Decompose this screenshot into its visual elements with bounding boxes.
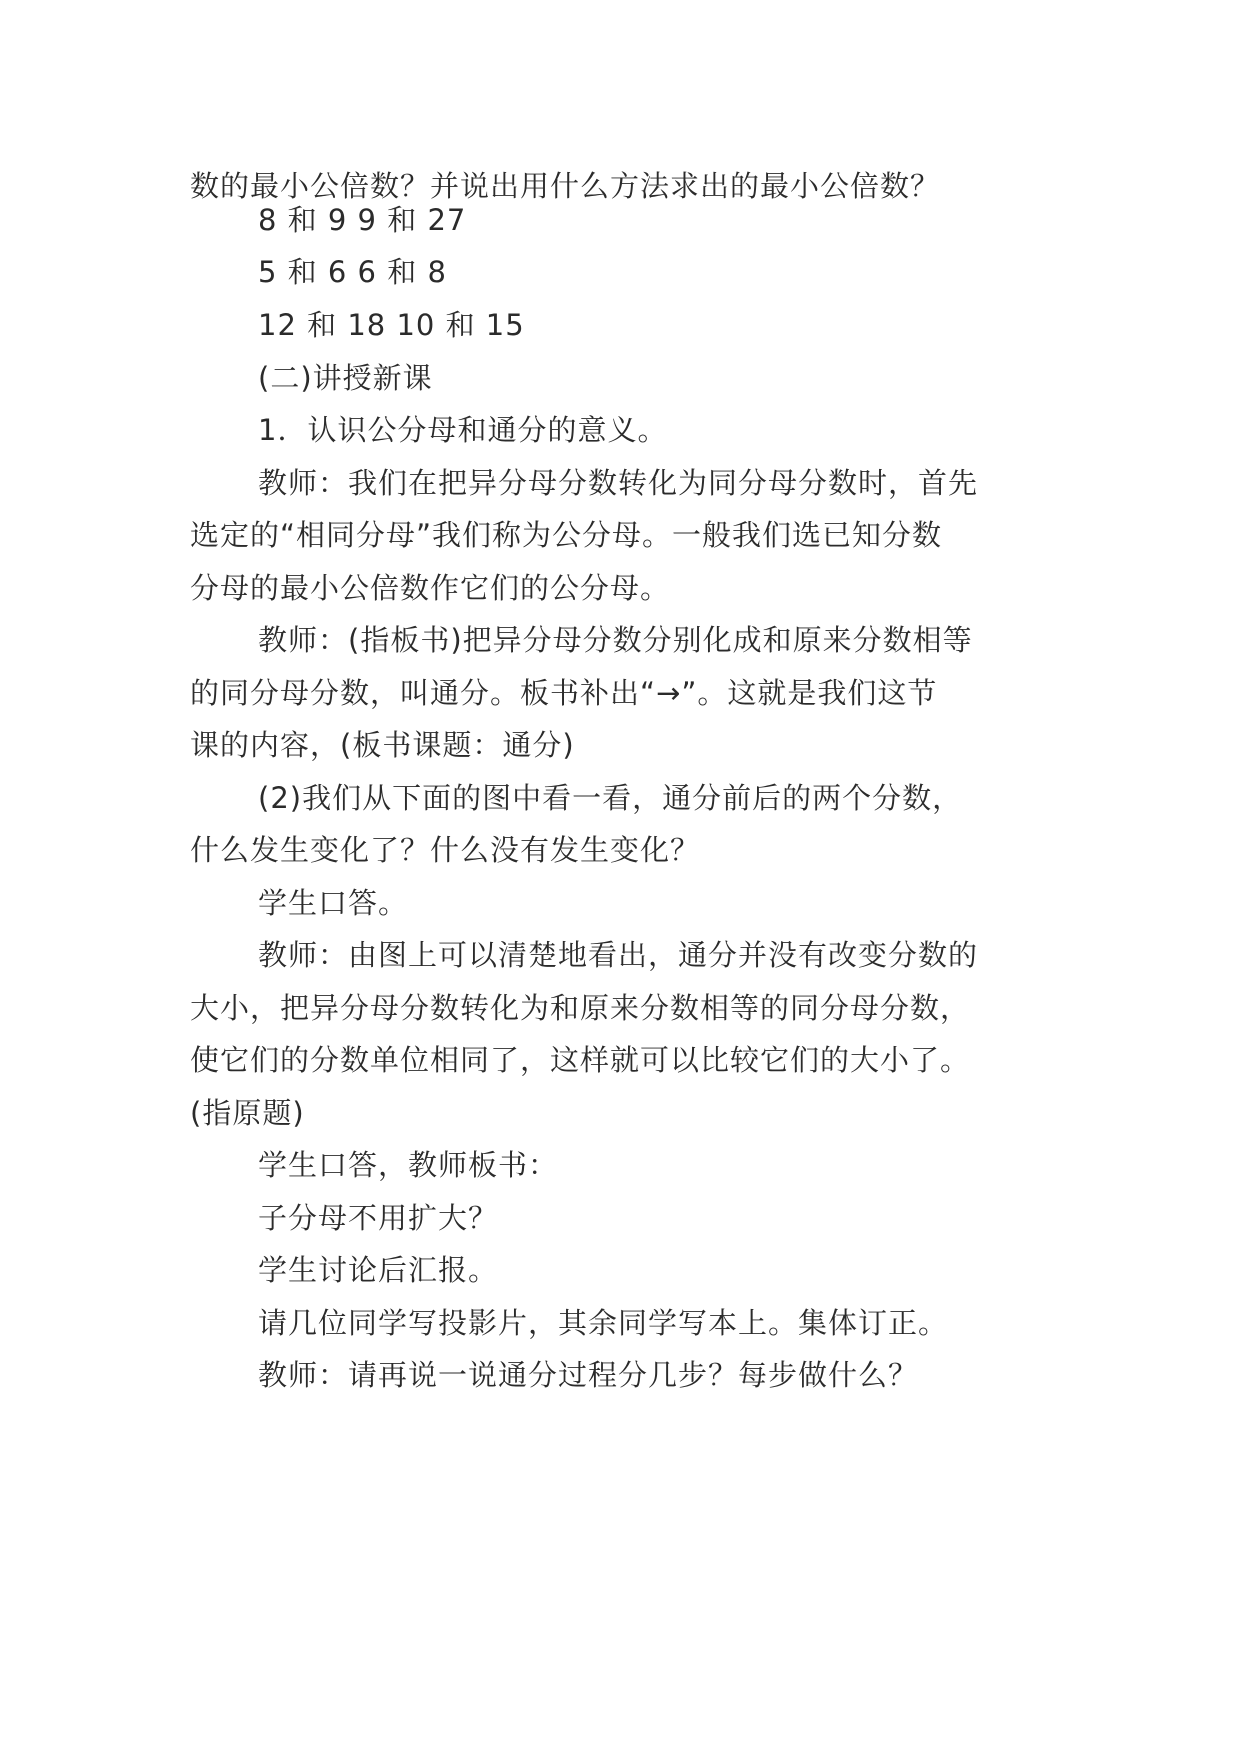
text-line-23: 请几位同学写投影片，其余同学写本上。集体订正。	[258, 1306, 949, 1340]
text-line-12: 课的内容，(板书课题：通分)	[190, 728, 575, 762]
text-line-16: 教师：由图上可以清楚地看出，通分并没有改变分数的	[258, 938, 979, 972]
text-line-9: 分母的最小公倍数作它们的公分母。	[190, 571, 671, 605]
text-line-1: 数的最小公倍数？并说出用什么方法求出的最小公倍数？	[190, 169, 941, 203]
text-line-8: 选定的“相同分母”我们称为公分母。一般我们选已知分数	[190, 518, 943, 552]
text-line-21: 子分母不用扩大？	[258, 1201, 499, 1235]
text-line-18: 使它们的分数单位相同了，这样就可以比较它们的大小了。	[190, 1043, 971, 1077]
text-line-4: 12 和 18 10 和 15	[258, 308, 525, 342]
text-line-2: 8 和 9 9 和 27	[258, 203, 467, 237]
text-line-19: (指原题)	[190, 1096, 305, 1130]
text-line-10: 教师：(指板书)把异分母分数分别化成和原来分数相等	[258, 623, 973, 657]
text-line-7: 教师：我们在把异分母分数转化为同分母分数时，首先	[258, 466, 979, 500]
text-line-6: 1．认识公分母和通分的意义。	[258, 413, 668, 447]
text-line-17: 大小，把异分母分数转化为和原来分数相等的同分母分数，	[190, 991, 971, 1025]
text-line-22: 学生讨论后汇报。	[258, 1253, 499, 1287]
section-heading: (二)讲授新课	[258, 361, 433, 395]
text-line-11: 的同分母分数，叫通分。板书补出“→”。这就是我们这节	[190, 676, 938, 710]
text-line-3: 5 和 6 6 和 8	[258, 255, 447, 289]
text-line-24: 教师：请再说一说通分过程分几步？每步做什么？	[258, 1358, 919, 1392]
text-line-13: (2)我们从下面的图中看一看，通分前后的两个分数，	[258, 781, 963, 815]
text-line-15: 学生口答。	[258, 886, 409, 920]
text-line-14: 什么发生变化了？什么没有发生变化？	[190, 833, 701, 867]
text-line-20: 学生口答，教师板书：	[258, 1148, 559, 1182]
